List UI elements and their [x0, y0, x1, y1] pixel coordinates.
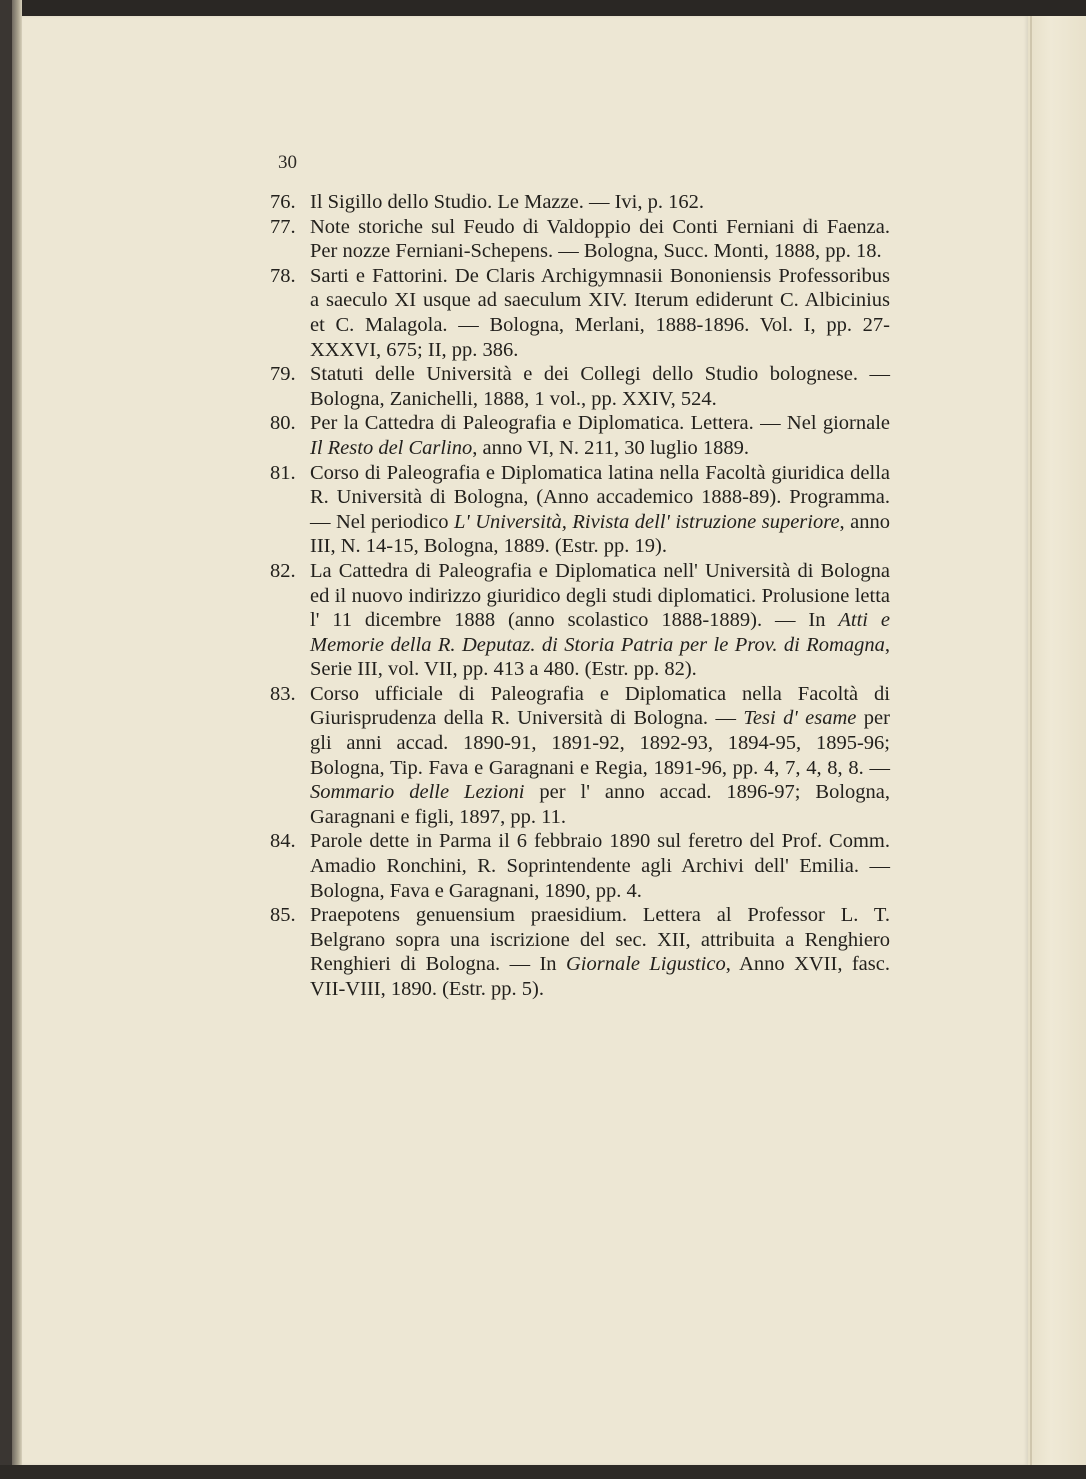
- scan-top-border: [0, 0, 1086, 16]
- entry-text-segment: La Cattedra di Paleografia e Diplomatica nell' Università di Bologna ed il nuovo indirizzo giuridico degli studi diplomatici. Prolusione letta l' 11 dicembre 1888 (anno scolastico 1888-1889). — In: [310, 559, 890, 632]
- bibliography-entry: [270, 362, 890, 411]
- entry-title-italic: Sommario delle Lezioni: [310, 781, 525, 804]
- entry-text: [310, 829, 890, 903]
- entry-text-segment: per gli anni accad. 1890-91, 1891-92, 1892-93, 1894-95, 1895-96; Bologna, Tip. Fava e Garagnani e Regia, 1891-96, pp. 4, 7, 4, 8, 8. —: [310, 707, 890, 779]
- entry-number: 84.: [270, 830, 296, 853]
- entry-text-segment: Praepotens genuensium praesidium. Lettera al Professor L. T. Belgrano sopra una iscrizione del sec. XII, attribuita a Renghiero Renghieri di Bologna. — In: [310, 904, 890, 976]
- bibliography-entry: [270, 190, 890, 215]
- entry-number: 85.: [270, 904, 296, 927]
- entry-text-segment: Per la Cattedra di Paleografia e Diplomatica. Lettera. — Nel giornale: [310, 412, 890, 435]
- page-edge: [1028, 16, 1086, 1465]
- entry-text-segment: Corso di Paleografia e Diplomatica latina nella Facoltà giuridica della R. Università di Bologna, (Anno accademico 1888-89). Programma. — Nel periodico: [310, 461, 890, 533]
- entry-number: 82.: [270, 559, 296, 582]
- entry-text-segment: , Anno XVII, fasc. VII-VIII, 1890. (Estr. pp. 5).: [310, 953, 890, 1000]
- entry-text-segment: Corso ufficiale di Paleografia e Diplomatica nella Facoltà di Giurisprudenza della R. Università di Bologna. —: [310, 682, 890, 730]
- entry-text-segment: per l' anno accad. 1896-97; Bologna, Garagnani e figli, 1897, pp. 11.: [310, 781, 890, 828]
- page-fold-line: [1030, 16, 1032, 1465]
- scan-left-border: [0, 0, 12, 1479]
- entry-text: [310, 903, 890, 1001]
- entry-text-segment: , anno VI, N. 211, 30 luglio 1889.: [472, 436, 750, 459]
- entry-text-segment: Statuti delle Università e dei Collegi dello Studio bolognese. — Bologna, Zanichelli, 1888, 1 vol., pp. XXIV, 524.: [310, 363, 890, 410]
- entry-number: 79.: [270, 363, 296, 386]
- entry-number: 80.: [270, 412, 296, 435]
- page-number: 30: [278, 152, 297, 173]
- entry-title-italic: Atti e Memorie della R. Deputaz. di Storia Patria per le Prov. di Romagna: [310, 609, 891, 656]
- entry-text: [310, 411, 890, 460]
- bibliography-entry: [270, 903, 890, 1001]
- bibliography-entry: [270, 411, 890, 460]
- entry-number: 76.: [270, 191, 296, 213]
- entry-number: 81.: [270, 461, 296, 484]
- bibliography-entry: [270, 682, 890, 830]
- bibliography-entry: [270, 461, 890, 559]
- entry-text-segment: , Serie III, vol. VII, pp. 413 a 480. (Estr. pp. 82).: [310, 633, 890, 681]
- entry-text-segment: Note storiche sul Feudo di Valdoppio dei Conti Ferniani di Faenza. Per nozze Ferniani-Schepens. — Bologna, Succ. Monti, 1888, pp. 18.: [310, 215, 890, 263]
- bibliography-list: [270, 190, 890, 1002]
- entry-text-segment: Parole dette in Parma il 6 febbraio 1890 sul feretro del Prof. Comm. Amadio Ronchini, R. Soprintendente agli Archivi dell' Emilia. — Bologna, Fava e Garagnani, 1890, pp. 4.: [310, 830, 890, 902]
- entry-title-italic: Giornale Ligustico: [565, 953, 726, 976]
- bibliography-entry: [270, 559, 890, 682]
- book-spine: [12, 0, 22, 1479]
- entry-text: [310, 215, 890, 264]
- entry-number: 77.: [270, 215, 296, 238]
- bibliography-entry: [270, 215, 890, 264]
- entry-text: [310, 264, 890, 362]
- entry-text-segment: Il Sigillo dello Studio. Le Mazze. — Ivi, p. 162.: [310, 191, 705, 213]
- bibliography-entry: [270, 829, 890, 903]
- entry-number: 78.: [270, 264, 296, 287]
- bibliography-entry: [270, 264, 890, 362]
- entry-number: 83.: [270, 682, 296, 705]
- entry-text: [310, 559, 890, 682]
- entry-text: [310, 682, 890, 830]
- entry-title-italic: Il Resto del Carlino: [310, 436, 473, 459]
- entry-text: [310, 362, 890, 411]
- entry-text-segment: , anno III, N. 14-15, Bologna, 1889. (Estr. pp. 19).: [310, 510, 890, 558]
- entry-text: [310, 190, 890, 215]
- entry-title-italic: Tesi d' esame: [743, 707, 857, 730]
- scan-bottom-border: [0, 1465, 1086, 1479]
- entry-text-segment: Sarti e Fattorini. De Claris Archigymnasii Bononiensis Professoribus a saeculo XI usque ad saeculum XIV. Iterum ediderunt C. Albicinius et C. Malagola. — Bologna, Merlani, 1888-1896. Vol. I, pp. 27-XXXVI, 675; II, pp. 386.: [310, 264, 890, 361]
- entry-text: [310, 461, 890, 559]
- entry-title-italic: L' Università, Rivista dell' istruzione superiore: [453, 510, 840, 533]
